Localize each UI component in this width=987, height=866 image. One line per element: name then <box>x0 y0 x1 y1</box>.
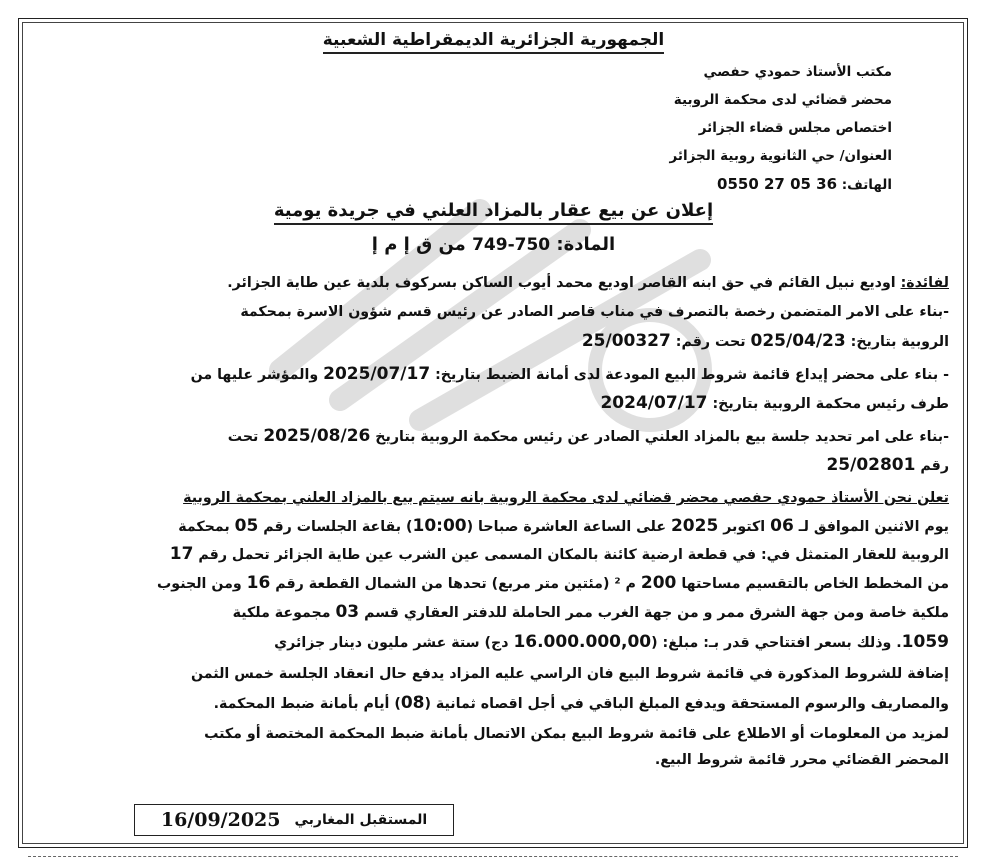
publication-box <box>134 804 454 836</box>
property-line-3: ملكية خاصة ومن جهة الشرق ممر و من جهة الغرب ممر الحاملة للدفتر العقاري قسم 03 مجموعة ملكية <box>232 602 949 622</box>
office-role: محضر قضائي لدى محكمة الروبية <box>673 92 892 108</box>
sale-date-line: يوم الاثنين الموافق لـ 06 اكتوبر 2025 على الساعة العاشرة صباحا (10:00) بقاعة الجلسات رقم 05 بمحكمة <box>178 516 949 536</box>
payment-days: 08 <box>400 693 425 713</box>
publication-date: 16/09/2025 <box>160 809 281 831</box>
price-line: 1059. وذلك بسعر افتتاحي قدر بـ: مبلغ: (16.000.000,00 دج) ستة عشر مليون دينار جزائري <box>274 632 949 652</box>
beneficiary-label: لفائدة: <box>900 275 949 291</box>
north-lot-number: 16 <box>246 573 271 593</box>
deposit-date: 2025/07/17 <box>323 364 431 384</box>
article-reference <box>0 234 987 255</box>
property-line-1: الروبية للعقار المتمثل في: في قطعة ارضية كائنة بالمكان المسمى عين الشرب عين طاية الجزائر تحمل رقم 17 <box>169 544 949 564</box>
article-number: 749-750 <box>472 235 551 255</box>
article-suffix: من ق إ م إ <box>371 234 473 255</box>
deposit-line-1: - بناء على محضر إيداع قائمة شروط البيع المودعة لدى أمانة الضبط بتاريخ: 2025/07/17 والمؤشر عليها من <box>190 364 949 384</box>
payment-line-1: إضافة للشروط المذكورة في قائمة شروط البيع فان الراسي عليه المزاد يدفع حال انعقاد الجلسة خمس الثمن <box>191 666 949 682</box>
plot-number: 17 <box>169 544 194 564</box>
office-name: مكتب الأستاذ حمودي حفصي <box>703 64 892 80</box>
article-prefix: المادة: <box>550 234 616 255</box>
office-phone-line <box>670 170 892 199</box>
office-jurisdiction: اختصاص مجلس قضاء الجزائر <box>698 120 892 136</box>
permit-line-1: -بناء على الامر المتضمن رخصة بالتصرف في مناب قاصر الصادر عن رئيس قسم شؤون الاسرة بمحكمة <box>240 304 949 320</box>
session-order-line-1: -بناء على امر تحديد جلسة بيع بالمزاد العلني الصادر عن رئيس محكمة الروبية بتاريخ 2025/08/26 تحت <box>227 426 949 446</box>
section-number: 03 <box>335 602 360 622</box>
phone-label: الهاتف: <box>837 177 892 193</box>
beneficiary-line <box>38 268 949 298</box>
hall-number: 05 <box>234 516 259 536</box>
sale-day: 06 <box>770 516 794 536</box>
phone-number: 0550 27 05 36 <box>717 175 838 193</box>
deposit-line-2: طرف رئيس محكمة الروبية بتاريخ: 2024/07/17 <box>600 393 949 413</box>
session-order-number: 25/02801 <box>826 455 916 475</box>
endorsement-date: 2024/07/17 <box>600 393 708 413</box>
permit-line-2: الروبية بتاريخ: 025/04/23 تحت رقم: 25/00327 <box>581 331 949 351</box>
bailiff-office-block <box>670 58 892 199</box>
sale-announce-line-1: تعلن نحن الأستاذ حمودي حفصي محضر قضائي لدى محكمة الروبية بانه سيتم بيع بالمزاد العلني بمحكمة الروبية <box>183 490 949 506</box>
announcement-body <box>38 268 949 774</box>
session-order-line-2: رقم 25/02801 <box>826 455 949 475</box>
office-address: العنوان/ حي الثانوية روبية الجزائر <box>669 148 892 164</box>
payment-line-2: والمصاريف والرسوم المستحقة ويدفع المبلغ الباقي في أجل اقصاه ثمانية (08) أيام بأمانة ضبط المحكمة. <box>213 693 949 713</box>
beneficiary-text: اوديع نبيل القائم في حق ابنه القاصر اوديع محمد أيوب الساكن بسركوف بلدية عين طاية الجزائر. <box>227 275 901 291</box>
permit-date: 025/04/23 <box>750 331 846 351</box>
sale-time: 10:00 <box>412 516 467 536</box>
info-line-2: المحضر القضائي محرر قائمة شروط البيع. <box>654 752 949 768</box>
permit-number: 25/00327 <box>581 331 671 351</box>
republic-header: الجمهورية الجزائرية الديمقراطية الشعبية <box>0 30 987 50</box>
announcement-title: إعلان عن بيع عقار بالمزاد العلني في جريدة يومية <box>0 200 987 221</box>
info-line-1: لمزيد من المعلومات أو الاطلاع على قائمة شروط البيع بمكن الاتصال بأمانة ضبط المحكمة المختصة أو مكتب <box>204 726 949 742</box>
session-order-date: 2025/08/26 <box>263 426 371 446</box>
property-line-2: من المخطط الخاص بالتقسيم مساحتها 200 م ² (مئتين متر مربع) تحدها من الشمال القطعة رقم 16 ومن الجنوب <box>157 573 949 593</box>
newspaper-name: المستقبل المغاربي <box>294 812 428 828</box>
opening-price: 16.000.000,00 <box>513 632 652 652</box>
ownership-group-number: 1059 <box>901 632 949 652</box>
plot-area: 200 <box>640 573 677 593</box>
page-cut-line <box>28 856 958 857</box>
sale-year: 2025 <box>670 516 719 536</box>
